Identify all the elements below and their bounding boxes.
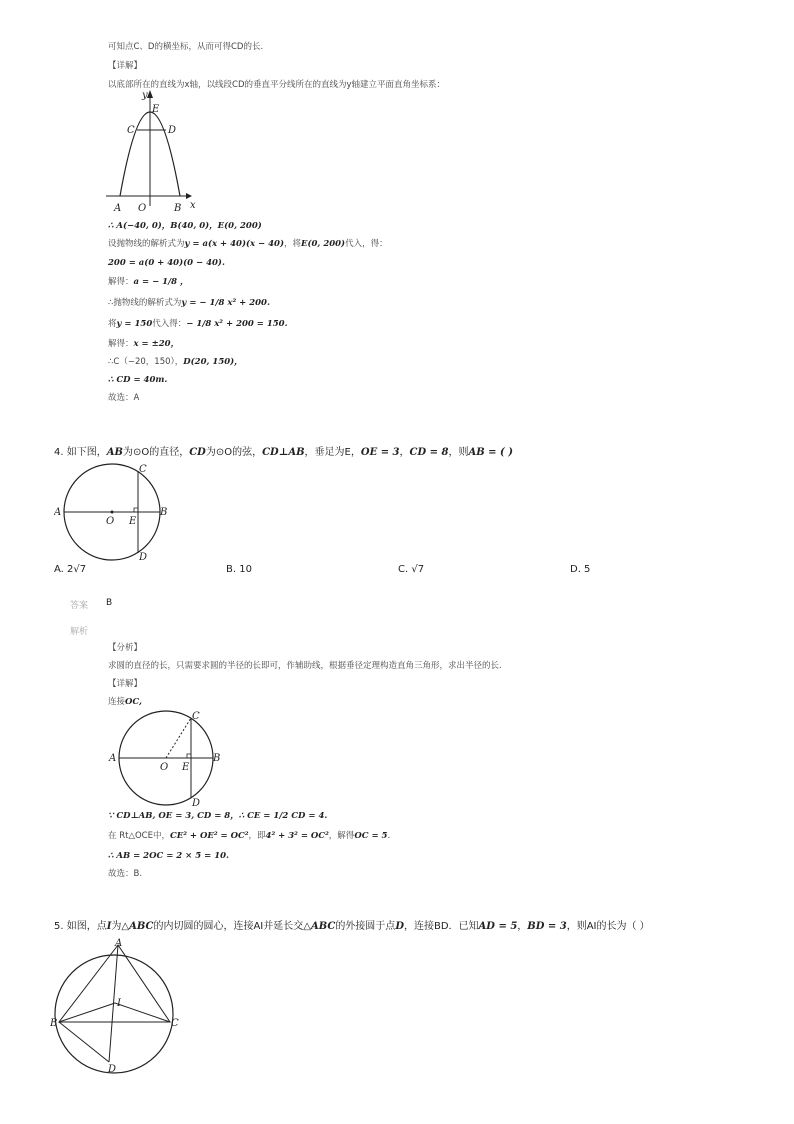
fig3-label-y: y bbox=[142, 90, 148, 101]
ans4-analysis-heading: 【分析】 bbox=[108, 643, 143, 653]
ans4-circle-figure bbox=[106, 710, 226, 810]
sec3-line-13: 故选：A bbox=[108, 393, 140, 403]
fig4-label-E: E bbox=[129, 516, 137, 527]
fig5-label-A: A bbox=[115, 938, 123, 949]
fig3-label-O: O bbox=[138, 203, 147, 214]
fig5-label-C: C bbox=[171, 1018, 179, 1029]
fig3-label-C: C bbox=[127, 125, 135, 136]
parabola-figure bbox=[104, 88, 204, 214]
sec3-line-9: 将y = 150代入得：− 1/8 x² + 200 = 150. bbox=[108, 319, 288, 329]
sec3-line-7: 解得：a = − 1/8 ， bbox=[108, 277, 189, 287]
fig4b-label-D: D bbox=[192, 798, 201, 809]
q5-triangle-circle-figure bbox=[50, 934, 190, 1074]
sec3-line-1: 可知点C、D的横坐标，从而可得CD的长. bbox=[108, 42, 264, 52]
analysis-label: 解析 bbox=[70, 627, 89, 637]
question-5-stem: 5. 如图，点I为△ABC的内切圆的圆心，连接AI并延长交△ABC的外接圆于点D，连接BD．已知AD = 5，BD = 3，则AI的长为（ ） bbox=[54, 921, 650, 932]
fig4-label-C: C bbox=[139, 464, 147, 475]
q4-option-d[interactable]: D. 5 bbox=[570, 564, 591, 575]
sec3-line-3: 以底部所在的直线为x轴，以线段CD的垂直平分线所在的直线为y轴建立平面直角坐标系： bbox=[108, 80, 446, 90]
q4-option-c[interactable]: C. √7 bbox=[398, 564, 425, 575]
ans4-step-2: 在 Rt△OCE中，CE² + OE² = OC²，即4² + 3² = OC²，解得OC = 5. bbox=[108, 831, 391, 841]
q4-option-b[interactable]: B. 10 bbox=[226, 564, 252, 575]
fig4-label-D: D bbox=[139, 552, 148, 562]
answer-label: 答案 bbox=[70, 601, 89, 611]
fig3-label-D: D bbox=[168, 125, 177, 136]
fig3-label-B: B bbox=[174, 203, 182, 214]
sec3-line-8: ∴抛物线的解析式为y = − 1/8 x² + 200. bbox=[108, 298, 270, 308]
ans4-step-3: ∴ AB = 2OC = 2 × 5 = 10. bbox=[108, 851, 230, 861]
sec3-line-5: 设抛物线的解析式为y = a(x + 40)(x − 40)，将E(0, 200)代入，得： bbox=[108, 239, 388, 249]
fig3-label-E: E bbox=[152, 104, 160, 115]
answer-value: B bbox=[106, 598, 113, 608]
fig4-label-A: A bbox=[54, 507, 62, 518]
fig4-label-B: B bbox=[160, 507, 168, 518]
sec3-line-4: ∴ A(−40, 0)，B(40, 0)，E(0, 200) bbox=[108, 221, 262, 231]
fig4b-label-B: B bbox=[213, 753, 221, 764]
sec3-line-6: 200 = a(0 + 40)(0 − 40). bbox=[108, 258, 225, 268]
fig3-label-A: A bbox=[114, 203, 122, 214]
ans4-detail-heading: 【详解】 bbox=[108, 679, 143, 689]
ans4-analysis-text: 求圆的直径的长，只需要求圆的半径的长即可，作辅助线，根据垂径定理构造直角三角形，求出半径的长. bbox=[108, 661, 502, 671]
fig4b-label-A: A bbox=[109, 753, 117, 764]
fig4b-label-C: C bbox=[192, 711, 200, 722]
sec3-line-10: 解得：x = ±20， bbox=[108, 339, 180, 349]
question-4-stem: 4. 如下图，AB为⊙O的直径，CD为⊙O的弦，CD⊥AB，垂足为E，OE = 3，CD = 8，则AB = ( ) bbox=[54, 447, 513, 458]
fig3-label-x: x bbox=[190, 200, 196, 211]
fig5-label-D: D bbox=[108, 1064, 117, 1074]
sec3-line-11: ∴C（−20，150），D(20, 150)， bbox=[108, 357, 243, 367]
ans4-connect-oc: 连接OC, bbox=[108, 697, 142, 707]
fig5-label-B: B bbox=[50, 1018, 58, 1029]
q4-option-a[interactable]: A. 2√7 bbox=[54, 564, 87, 575]
sec3-line-12: ∴ CD = 40m. bbox=[108, 375, 168, 385]
ans4-step-1: ∵ CD⊥AB, OE = 3, CD = 8，∴ CE = 1/2 CD = 4. bbox=[108, 811, 328, 821]
fig4b-label-O: O bbox=[160, 762, 169, 773]
fig4b-label-E: E bbox=[182, 762, 190, 773]
ans4-conclusion: 故选：B. bbox=[108, 869, 143, 879]
fig5-label-I: I bbox=[117, 998, 121, 1009]
sec3-detail-heading: 【详解】 bbox=[108, 61, 143, 71]
fig4-label-O: O bbox=[106, 516, 115, 527]
q4-circle-figure bbox=[54, 462, 174, 562]
